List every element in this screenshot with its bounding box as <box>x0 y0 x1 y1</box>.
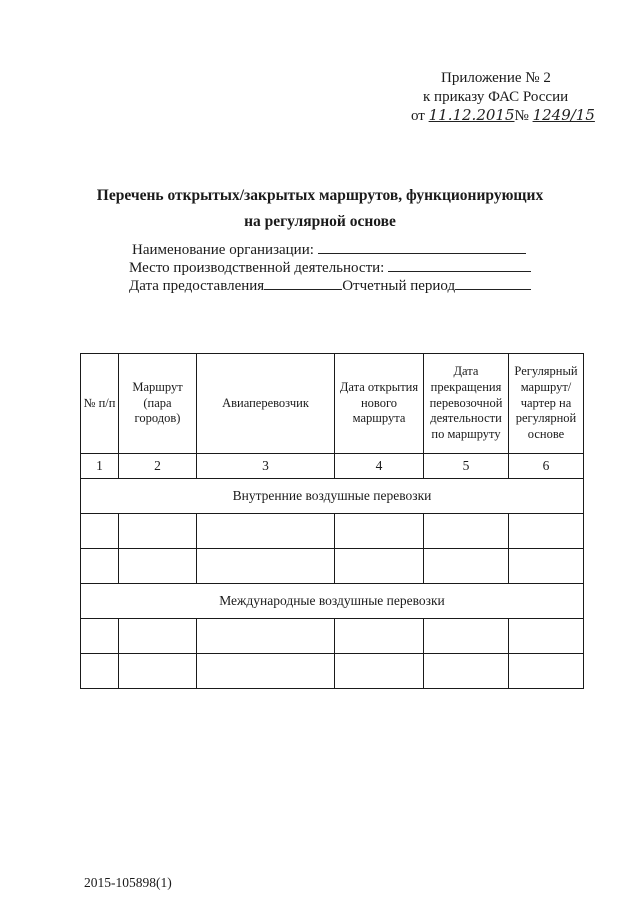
table-cell <box>509 514 584 549</box>
table-cell <box>335 549 424 584</box>
table-cell <box>119 514 197 549</box>
order-date-line <box>411 106 595 125</box>
column-number: 1 <box>81 454 119 479</box>
order-label: к приказу ФАС России <box>423 89 569 105</box>
column-number: 3 <box>197 454 335 479</box>
table-cell <box>119 549 197 584</box>
table-cell <box>197 514 335 549</box>
table-cell <box>424 654 509 689</box>
table-cell <box>335 654 424 689</box>
place-field <box>129 257 531 277</box>
table-cell <box>119 619 197 654</box>
section-label-domestic: Внутренние воздушные перевозки <box>81 479 584 514</box>
table-header-row <box>81 354 584 454</box>
table-cell <box>335 619 424 654</box>
column-number: 4 <box>335 454 424 479</box>
table-cell <box>197 549 335 584</box>
column-number: 2 <box>119 454 197 479</box>
header-cell-open-date: Дата открытия нового маршрута <box>335 354 424 454</box>
table-cell <box>81 514 119 549</box>
header-cell-route: Маршрут (пара городов) <box>119 354 197 454</box>
table-row <box>81 549 584 584</box>
table-cell <box>509 619 584 654</box>
table-row <box>81 619 584 654</box>
column-number-row <box>81 454 584 479</box>
table-cell <box>81 549 119 584</box>
appendix-label: Приложение № 2 <box>441 70 551 86</box>
handwritten-number: 1249/15 <box>532 106 595 124</box>
document-title-line2: на регулярной основе <box>244 213 396 230</box>
table-cell <box>81 619 119 654</box>
section-row-domestic <box>81 479 584 514</box>
period-line <box>455 275 531 290</box>
column-number: 5 <box>424 454 509 479</box>
table-row <box>81 514 584 549</box>
table-cell <box>509 654 584 689</box>
header-cell-type: Регулярный маршрут/ чартер на регулярной основе <box>509 354 584 454</box>
header-cell-carrier: Авиаперевозчик <box>197 354 335 454</box>
table-cell <box>119 654 197 689</box>
date-prefix: от <box>411 108 425 124</box>
period-label: Отчетный период <box>342 278 456 294</box>
table-cell <box>509 549 584 584</box>
table-cell <box>197 619 335 654</box>
section-row-international <box>81 584 584 619</box>
document-code: 2015-105898(1) <box>84 875 172 890</box>
table-row <box>81 654 584 689</box>
number-sign: № <box>514 108 529 124</box>
section-label-international: Международные воздушные перевозки <box>81 584 584 619</box>
header-cell-close-date: Дата прекращения перевозочной деятельности по маршруту <box>424 354 509 454</box>
org-name-field <box>132 239 526 259</box>
place-label: Место производственной деятельности: <box>129 260 385 276</box>
table-cell <box>81 654 119 689</box>
handwritten-date: 11.12.2015 <box>428 106 515 124</box>
column-number: 6 <box>509 454 584 479</box>
place-line <box>388 257 531 272</box>
date-provided-line <box>264 275 342 290</box>
table-cell <box>424 514 509 549</box>
table-cell <box>335 514 424 549</box>
routes-table <box>80 353 584 689</box>
table-cell <box>424 619 509 654</box>
header-cell-number: № п/п <box>81 354 119 454</box>
date-provided-label: Дата предоставления <box>129 278 265 294</box>
table-cell <box>424 549 509 584</box>
document-title-line1: Перечень открытых/закрытых маршрутов, функционирующих <box>96 187 544 204</box>
org-name-line <box>318 239 526 254</box>
date-period-field <box>129 275 531 295</box>
org-name-label: Наименование организации: <box>132 242 314 258</box>
table-cell <box>197 654 335 689</box>
